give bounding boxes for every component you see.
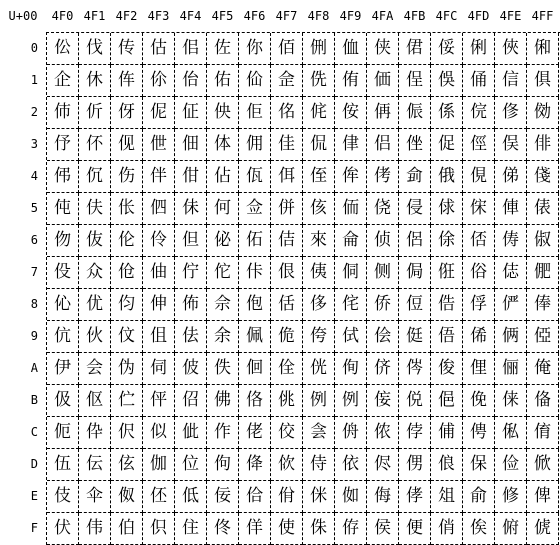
glyph-cell: 佄 bbox=[175, 161, 207, 193]
glyph-cell: 佊 bbox=[175, 353, 207, 385]
row-header: 9 bbox=[30, 329, 38, 343]
glyph-cell: 伒 bbox=[79, 97, 111, 129]
glyph-cell: 伻 bbox=[143, 385, 175, 417]
glyph-cell: 佾 bbox=[271, 481, 303, 513]
glyph-cell: 佪 bbox=[239, 353, 271, 385]
glyph-cell: 佒 bbox=[207, 97, 239, 129]
glyph-cell: 俠 bbox=[495, 33, 527, 65]
glyph-cell: 伋 bbox=[47, 385, 79, 417]
glyph-cell: 俱 bbox=[527, 65, 559, 97]
glyph-cell: 俐 bbox=[463, 33, 495, 65]
glyph-cell: 侬 bbox=[367, 417, 399, 449]
column-header: 4F9 bbox=[339, 9, 362, 23]
glyph-cell: 佛 bbox=[207, 385, 239, 417]
glyph-cell: 佇 bbox=[175, 257, 207, 289]
glyph-cell: 俟 bbox=[463, 513, 495, 545]
glyph-cell: 佶 bbox=[271, 225, 303, 257]
row-header: E bbox=[30, 489, 38, 503]
glyph-cell: 伮 bbox=[111, 481, 143, 513]
glyph-cell: 佱 bbox=[271, 65, 303, 97]
glyph-cell: 伄 bbox=[47, 161, 79, 193]
glyph-cell: 佫 bbox=[239, 385, 271, 417]
glyph-cell: 伜 bbox=[79, 417, 111, 449]
row-header: 8 bbox=[30, 297, 38, 311]
glyph-cell: 作 bbox=[207, 417, 239, 449]
glyph-cell: 俎 bbox=[431, 481, 463, 513]
column-header: 4FB bbox=[403, 9, 426, 23]
glyph-cell: 侧 bbox=[367, 257, 399, 289]
glyph-cell: 伤 bbox=[111, 161, 143, 193]
corner-label: U+00 bbox=[8, 9, 38, 23]
glyph-cell: 伌 bbox=[47, 417, 79, 449]
glyph-cell: 俓 bbox=[463, 129, 495, 161]
glyph-cell: 伐 bbox=[79, 33, 111, 65]
glyph-cell: 俦 bbox=[495, 225, 527, 257]
glyph-cell: 俏 bbox=[431, 513, 463, 545]
column-header: 4F5 bbox=[211, 9, 234, 23]
glyph-cell: 俁 bbox=[431, 65, 463, 97]
glyph-cell: 俔 bbox=[463, 161, 495, 193]
glyph-cell: 佻 bbox=[271, 385, 303, 417]
glyph-cell: 便 bbox=[399, 513, 431, 545]
glyph-cell: 俆 bbox=[431, 225, 463, 257]
glyph-cell: 伲 bbox=[143, 97, 175, 129]
glyph-cell: 佈 bbox=[175, 289, 207, 321]
glyph-cell: 侹 bbox=[399, 321, 431, 353]
glyph-cell: 俌 bbox=[431, 417, 463, 449]
glyph-cell: 俘 bbox=[463, 289, 495, 321]
glyph-cell: 侄 bbox=[303, 161, 335, 193]
column-header: 4FC bbox=[435, 9, 458, 23]
glyph-cell: 伵 bbox=[143, 193, 175, 225]
column-header: 4F3 bbox=[147, 9, 170, 23]
glyph-cell: 伙 bbox=[79, 321, 111, 353]
glyph-cell: 侠 bbox=[367, 33, 399, 65]
glyph-cell: 佮 bbox=[239, 481, 271, 513]
glyph-cell: 侌 bbox=[303, 417, 335, 449]
column-header: 4FE bbox=[499, 9, 522, 23]
glyph-cell: 侩 bbox=[367, 321, 399, 353]
glyph-cell: 俫 bbox=[495, 385, 527, 417]
glyph-cell: 保 bbox=[463, 449, 495, 481]
glyph-cell: 伯 bbox=[111, 513, 143, 545]
glyph-cell: 佟 bbox=[207, 513, 239, 545]
glyph-cell: 佐 bbox=[207, 33, 239, 65]
glyph-cell: 侇 bbox=[303, 257, 335, 289]
glyph-cell: 侭 bbox=[367, 449, 399, 481]
glyph-cell: 佭 bbox=[239, 449, 271, 481]
glyph-cell: 俾 bbox=[527, 481, 559, 513]
glyph-cell: 佝 bbox=[207, 449, 239, 481]
glyph-cell: 体 bbox=[207, 129, 239, 161]
glyph-cell: 俰 bbox=[527, 33, 559, 65]
glyph-cell: 伛 bbox=[79, 385, 111, 417]
glyph-cell: 侔 bbox=[335, 161, 367, 193]
column-header: 4FD bbox=[467, 9, 490, 23]
glyph-cell: 侘 bbox=[335, 289, 367, 321]
glyph-cell: 俑 bbox=[463, 65, 495, 97]
glyph-cell: 侢 bbox=[367, 97, 399, 129]
glyph-cell: 侸 bbox=[399, 289, 431, 321]
glyph-cell: 侈 bbox=[303, 289, 335, 321]
glyph-cell: 伆 bbox=[47, 225, 79, 257]
glyph-cell: 侨 bbox=[367, 289, 399, 321]
glyph-cell: 併 bbox=[271, 193, 303, 225]
column-header: 4F7 bbox=[275, 9, 298, 23]
glyph-cell: 侱 bbox=[399, 65, 431, 97]
glyph-cell: 休 bbox=[79, 65, 111, 97]
glyph-cell: 伢 bbox=[111, 97, 143, 129]
glyph-cell: 伞 bbox=[79, 481, 111, 513]
glyph-cell: 余 bbox=[207, 321, 239, 353]
glyph-cell: 侣 bbox=[367, 129, 399, 161]
glyph-cell: 佔 bbox=[207, 161, 239, 193]
glyph-cell: 侦 bbox=[367, 225, 399, 257]
glyph-cell: 侮 bbox=[367, 481, 399, 513]
glyph-cell: 俖 bbox=[463, 225, 495, 257]
glyph-cell: 伨 bbox=[111, 289, 143, 321]
glyph-cell: 伷 bbox=[143, 257, 175, 289]
glyph-cell: 伭 bbox=[111, 449, 143, 481]
glyph-cell: 佡 bbox=[239, 65, 271, 97]
glyph-cell: 俇 bbox=[431, 257, 463, 289]
column-header: 4F0 bbox=[51, 9, 74, 23]
glyph-cell: 会 bbox=[79, 353, 111, 385]
glyph-cell: 佲 bbox=[271, 97, 303, 129]
glyph-cell: 侎 bbox=[303, 481, 335, 513]
glyph-cell: 估 bbox=[143, 33, 175, 65]
glyph-cell: 侴 bbox=[399, 161, 431, 193]
glyph-cell: 俀 bbox=[431, 33, 463, 65]
glyph-cell: 侀 bbox=[303, 33, 335, 65]
glyph-cell: 佺 bbox=[271, 353, 303, 385]
glyph-cell: 俣 bbox=[495, 129, 527, 161]
glyph-cell: 俜 bbox=[463, 417, 495, 449]
glyph-cell: 侞 bbox=[335, 481, 367, 513]
glyph-cell: 俸 bbox=[527, 289, 559, 321]
glyph-cell: 佳 bbox=[271, 129, 303, 161]
row-header: 2 bbox=[30, 105, 38, 119]
glyph-cell: 伡 bbox=[111, 65, 143, 97]
glyph-cell: 伉 bbox=[47, 321, 79, 353]
glyph-cell: 伽 bbox=[143, 449, 175, 481]
row-header: D bbox=[30, 457, 38, 471]
glyph-cell: 佌 bbox=[175, 417, 207, 449]
glyph-cell: 俳 bbox=[527, 129, 559, 161]
glyph-cell: 侜 bbox=[335, 417, 367, 449]
glyph-cell: 信 bbox=[495, 65, 527, 97]
glyph-cell: 佑 bbox=[207, 65, 239, 97]
glyph-cell: 俗 bbox=[463, 257, 495, 289]
glyph-cell: 伃 bbox=[47, 129, 79, 161]
glyph-cell: 佃 bbox=[175, 129, 207, 161]
glyph-cell: 佅 bbox=[175, 193, 207, 225]
glyph-cell: 佗 bbox=[207, 257, 239, 289]
glyph-cell: 侉 bbox=[303, 321, 335, 353]
column-header: 4F1 bbox=[83, 9, 106, 23]
glyph-cell: 侯 bbox=[367, 513, 399, 545]
glyph-cell: 伔 bbox=[79, 161, 111, 193]
glyph-cell: 侗 bbox=[335, 257, 367, 289]
glyph-cell: 俶 bbox=[527, 225, 559, 257]
glyph-cell: 企 bbox=[47, 65, 79, 97]
glyph-cell: 佀 bbox=[175, 33, 207, 65]
glyph-cell: 侓 bbox=[335, 129, 367, 161]
glyph-cell: 俥 bbox=[495, 193, 527, 225]
glyph-cell: 侲 bbox=[399, 97, 431, 129]
glyph-cell: 俞 bbox=[463, 481, 495, 513]
row-header: B bbox=[30, 393, 38, 407]
glyph-cell: 似 bbox=[143, 417, 175, 449]
glyph-cell: 侼 bbox=[399, 417, 431, 449]
glyph-cell: 侟 bbox=[335, 513, 367, 545]
glyph-cell: 俯 bbox=[495, 513, 527, 545]
glyph-cell: 俩 bbox=[495, 321, 527, 353]
glyph-cell: 伕 bbox=[79, 193, 111, 225]
glyph-cell: 俚 bbox=[463, 353, 495, 385]
glyph-cell: 侳 bbox=[399, 129, 431, 161]
glyph-cell: 侒 bbox=[335, 97, 367, 129]
glyph-cell: 伾 bbox=[143, 481, 175, 513]
glyph-cell: 伣 bbox=[111, 129, 143, 161]
glyph-cell: 侍 bbox=[303, 449, 335, 481]
column-header: 4F6 bbox=[243, 9, 266, 23]
glyph-cell: 佼 bbox=[271, 417, 303, 449]
glyph-cell: 來 bbox=[303, 225, 335, 257]
glyph-cell: 佥 bbox=[239, 193, 271, 225]
glyph-cell: 众 bbox=[79, 257, 111, 289]
glyph-cell: 俕 bbox=[463, 193, 495, 225]
glyph-cell: 伶 bbox=[143, 225, 175, 257]
glyph-cell: 伈 bbox=[47, 289, 79, 321]
glyph-cell: 伍 bbox=[47, 449, 79, 481]
glyph-cell: 俿 bbox=[527, 513, 559, 545]
glyph-cell: 伩 bbox=[111, 321, 143, 353]
column-header: 4FA bbox=[371, 9, 394, 23]
glyph-cell: 侙 bbox=[335, 321, 367, 353]
glyph-cell: 俪 bbox=[495, 353, 527, 385]
glyph-cell: 使 bbox=[271, 513, 303, 545]
glyph-cell: 侚 bbox=[335, 353, 367, 385]
glyph-cell: 侶 bbox=[399, 225, 431, 257]
glyph-cell: 俉 bbox=[431, 321, 463, 353]
glyph-cell: 俍 bbox=[431, 449, 463, 481]
column-header: 4F4 bbox=[179, 9, 202, 23]
row-header: 4 bbox=[30, 169, 38, 183]
glyph-cell: 伫 bbox=[111, 385, 143, 417]
glyph-cell: 佢 bbox=[239, 97, 271, 129]
glyph-cell: 佴 bbox=[271, 161, 303, 193]
glyph-cell: 伂 bbox=[47, 97, 79, 129]
glyph-cell: 俴 bbox=[527, 161, 559, 193]
glyph-cell: 伏 bbox=[47, 513, 79, 545]
glyph-cell: 佽 bbox=[271, 449, 303, 481]
glyph-cell: 俊 bbox=[431, 353, 463, 385]
glyph-cell: 佘 bbox=[207, 289, 239, 321]
glyph-cell: 俨 bbox=[495, 289, 527, 321]
glyph-cell: 佰 bbox=[271, 33, 303, 65]
glyph-cell: 侑 bbox=[335, 65, 367, 97]
row-header: F bbox=[30, 521, 38, 535]
glyph-cell: 佬 bbox=[239, 417, 271, 449]
glyph-cell: 佩 bbox=[239, 321, 271, 353]
glyph-cell: 侥 bbox=[367, 193, 399, 225]
row-header: C bbox=[30, 425, 38, 439]
glyph-cell: 佂 bbox=[175, 97, 207, 129]
glyph-cell: 伟 bbox=[79, 513, 111, 545]
glyph-cell: 俬 bbox=[495, 417, 527, 449]
glyph-cell: 伎 bbox=[47, 481, 79, 513]
glyph-cell: 俧 bbox=[495, 257, 527, 289]
glyph-cell: 俲 bbox=[527, 97, 559, 129]
row-header: 5 bbox=[30, 201, 38, 215]
glyph-cell: 侏 bbox=[303, 513, 335, 545]
glyph-cell: 你 bbox=[239, 33, 271, 65]
column-header: 4F8 bbox=[307, 9, 330, 23]
glyph-cell: 俼 bbox=[527, 417, 559, 449]
glyph-cell: 侷 bbox=[399, 257, 431, 289]
glyph-cell: 俽 bbox=[527, 449, 559, 481]
glyph-cell: 佤 bbox=[239, 161, 271, 193]
glyph-cell: 俅 bbox=[431, 193, 463, 225]
glyph-cell: 侤 bbox=[367, 161, 399, 193]
row-header: 1 bbox=[30, 73, 38, 87]
glyph-cell: 优 bbox=[79, 289, 111, 321]
glyph-cell: 佧 bbox=[239, 257, 271, 289]
glyph-cell: 伥 bbox=[111, 193, 143, 225]
glyph-cell: 佷 bbox=[271, 257, 303, 289]
glyph-cell: 侃 bbox=[303, 129, 335, 161]
glyph-cell: 位 bbox=[175, 449, 207, 481]
glyph-cell: 侅 bbox=[303, 193, 335, 225]
row-header: 3 bbox=[30, 137, 38, 151]
glyph-cell: 俭 bbox=[495, 449, 527, 481]
glyph-cell: 侂 bbox=[303, 97, 335, 129]
glyph-cell: 佨 bbox=[239, 289, 271, 321]
glyph-grid bbox=[46, 32, 560, 545]
glyph-cell: 伦 bbox=[111, 225, 143, 257]
glyph-cell: 伝 bbox=[79, 449, 111, 481]
glyph-cell: 俢 bbox=[495, 97, 527, 129]
glyph-cell: 侺 bbox=[399, 353, 431, 385]
glyph-cell: 伧 bbox=[111, 257, 143, 289]
glyph-cell: 侽 bbox=[399, 449, 431, 481]
column-header: 4F2 bbox=[115, 9, 138, 23]
glyph-cell: 佋 bbox=[175, 385, 207, 417]
glyph-cell: 佯 bbox=[239, 513, 271, 545]
glyph-cell: 伇 bbox=[47, 257, 79, 289]
glyph-cell: 佸 bbox=[271, 289, 303, 321]
glyph-cell: 佚 bbox=[207, 353, 239, 385]
glyph-cell: 伓 bbox=[79, 129, 111, 161]
row-header: 6 bbox=[30, 233, 38, 247]
glyph-cell: 伳 bbox=[143, 129, 175, 161]
glyph-cell: 俛 bbox=[463, 385, 495, 417]
glyph-cell: 佣 bbox=[239, 129, 271, 161]
glyph-cell: 例 bbox=[303, 385, 335, 417]
glyph-cell: 佖 bbox=[207, 225, 239, 257]
glyph-cell: 伅 bbox=[47, 193, 79, 225]
glyph-cell: 侐 bbox=[335, 33, 367, 65]
glyph-cell: 俒 bbox=[463, 97, 495, 129]
glyph-cell: 佁 bbox=[175, 65, 207, 97]
glyph-cell: 但 bbox=[175, 225, 207, 257]
glyph-cell: 俈 bbox=[431, 289, 463, 321]
glyph-cell: 侵 bbox=[399, 193, 431, 225]
glyph-cell: 侻 bbox=[399, 385, 431, 417]
glyph-cell: 侾 bbox=[399, 481, 431, 513]
glyph-cell: 伪 bbox=[111, 353, 143, 385]
glyph-cell: 例 bbox=[335, 385, 367, 417]
glyph-cell: 俙 bbox=[463, 321, 495, 353]
row-header: 7 bbox=[30, 265, 38, 279]
glyph-cell: 住 bbox=[175, 513, 207, 545]
glyph-cell: 伱 bbox=[143, 65, 175, 97]
glyph-cell: 侫 bbox=[367, 385, 399, 417]
glyph-cell: 伴 bbox=[143, 161, 175, 193]
glyph-cell: 俤 bbox=[495, 161, 527, 193]
glyph-cell: 俺 bbox=[527, 353, 559, 385]
glyph-cell: 促 bbox=[431, 129, 463, 161]
glyph-cell: 低 bbox=[175, 481, 207, 513]
glyph-cell: 伀 bbox=[47, 33, 79, 65]
glyph-cell: 俄 bbox=[431, 161, 463, 193]
glyph-cell: 侁 bbox=[303, 65, 335, 97]
glyph-cell: 伸 bbox=[143, 289, 175, 321]
glyph-cell: 俵 bbox=[527, 193, 559, 225]
glyph-cell: 佹 bbox=[271, 321, 303, 353]
glyph-cell: 侖 bbox=[335, 225, 367, 257]
glyph-cell: 伖 bbox=[79, 225, 111, 257]
glyph-cell: 俷 bbox=[527, 257, 559, 289]
glyph-cell: 伺 bbox=[143, 353, 175, 385]
row-header: 0 bbox=[30, 41, 38, 55]
glyph-cell: 伬 bbox=[111, 417, 143, 449]
row-header: A bbox=[30, 361, 38, 375]
glyph-cell: 侊 bbox=[303, 353, 335, 385]
glyph-cell: 伊 bbox=[47, 353, 79, 385]
glyph-cell: 佦 bbox=[239, 225, 271, 257]
glyph-cell: 佉 bbox=[175, 321, 207, 353]
glyph-cell: 伹 bbox=[143, 321, 175, 353]
glyph-cell: 传 bbox=[111, 33, 143, 65]
column-header: 4FF bbox=[531, 9, 554, 23]
glyph-cell: 修 bbox=[495, 481, 527, 513]
glyph-cell: 侰 bbox=[399, 33, 431, 65]
glyph-cell: 価 bbox=[367, 65, 399, 97]
glyph-cell: 係 bbox=[431, 97, 463, 129]
glyph-cell: 俋 bbox=[431, 385, 463, 417]
glyph-cell: 俹 bbox=[527, 321, 559, 353]
glyph-cell: 侕 bbox=[335, 193, 367, 225]
glyph-cell: 俻 bbox=[527, 385, 559, 417]
glyph-cell: 佞 bbox=[207, 481, 239, 513]
glyph-cell: 依 bbox=[335, 449, 367, 481]
glyph-cell: 伿 bbox=[143, 513, 175, 545]
glyph-cell: 何 bbox=[207, 193, 239, 225]
glyph-cell: 侪 bbox=[367, 353, 399, 385]
